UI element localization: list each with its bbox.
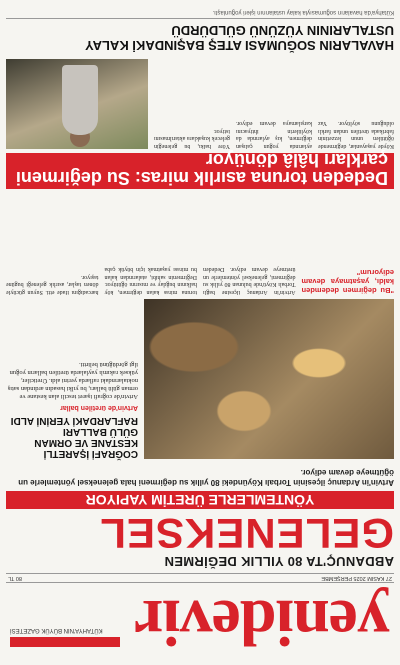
masthead-red-bar [10, 637, 120, 647]
lead-body [6, 195, 394, 295]
honey-jars [144, 299, 394, 459]
second-body: Köyde yaşayanlar, değirmende öğütülen unun lezzetinin fabrikada üretilen undan farklı olduğunu söylüyor. Yaz aylarında yoğun çalışan değirmen, kış aylarında da köylülerin ihtiyacını karşılamaya devam ediyor. Yöre halkı, bu geleneğin gelecek kuşaklara aktarılmasını istiyor. [154, 120, 394, 149]
edition-price: 80 TL [8, 575, 22, 581]
masthead-contact: KÜTAHYA'NIN BÜYÜK GAZETESİ [10, 627, 103, 633]
footer-text: Kütahya'da havaların soğumasıyla kalay ustalarının işleri yoğunlaştı. [212, 9, 394, 15]
honey-shelf-photo [144, 299, 394, 459]
side-article-text: Artvin'de coğrafi işaret tescili alan kestane ve orman gülü balları, bu yılki hasadın ardından satış noktalarındaki raflarda yerini aldı. Üreticiler, yüksek rakımlı yaylalarda üretilen balların yoğun ilgi gördüğünü belirtti. [7, 361, 138, 400]
edition-strip [6, 573, 394, 583]
side-article-subtitle: Artvin'de üretilen ballar [60, 404, 138, 411]
miller-figure [62, 65, 98, 135]
lead-body-text: Artvin'in Ardanuç ilçesine bağlı Torbalı Köyü'nde bulunan 80 yıllık su değirmeni, geleneksel yöntemlerle un üretmeye devam ediyor. Dededen toruna miras kalan değirmen, köy halkının buğday ve mısırını öğütüyor. Değirmenin sahibi, atalarından kalan bu mirası yaşatmak için büyük çaba harcadığını ifade etti. Suyun gücüyle dönen taşlar, asırlık geleneği bugüne taşıyor. [6, 266, 296, 295]
edition-date: 27 KASIM 2025 PERŞEMBE [321, 575, 392, 581]
second-headline: Dededen toruna asırlık miras: Su değirmeni çarkları hâlâ dönüyor [6, 153, 394, 189]
side-article-title: COĞRAFİ İŞARETLİ KESTANE VE ORMAN GÜLÜ BALLARI RAFLARDAKİ YERİNİ ALDI [10, 415, 138, 459]
lead-kicker: ABDANUÇ'TA 80 YILLIK DEĞİRMEN [164, 554, 394, 569]
footer-headline: HAVALARIN SOĞUMASI ATEŞ BAŞINDAKİ KALAY USTALARININ YÜZÜNÜ GÜLDÜRDÜ [85, 23, 394, 53]
lead-subdeck: Artvin'in Ardanuç ilçesinin Torbalı Köyündeki 80 yıllık su değirmeni hala geleneksel yöntemlerle un öğütmeye devam ediyor. [18, 468, 394, 487]
masthead-info [10, 626, 120, 647]
miller-photo [6, 59, 148, 149]
masthead [6, 585, 394, 659]
lead-deck: YÖNTEMLERLE ÜRETİM YAPIYOR [6, 491, 394, 509]
footer-divider [6, 18, 394, 19]
side-article [6, 299, 138, 459]
pullquote: "Bu değirmen dedemden kaldı, yaşatmaya devam ediyorum" [301, 268, 394, 295]
masthead-logo: yenidevir [135, 586, 390, 659]
lead-headline: GELENEKSEL [99, 510, 394, 557]
